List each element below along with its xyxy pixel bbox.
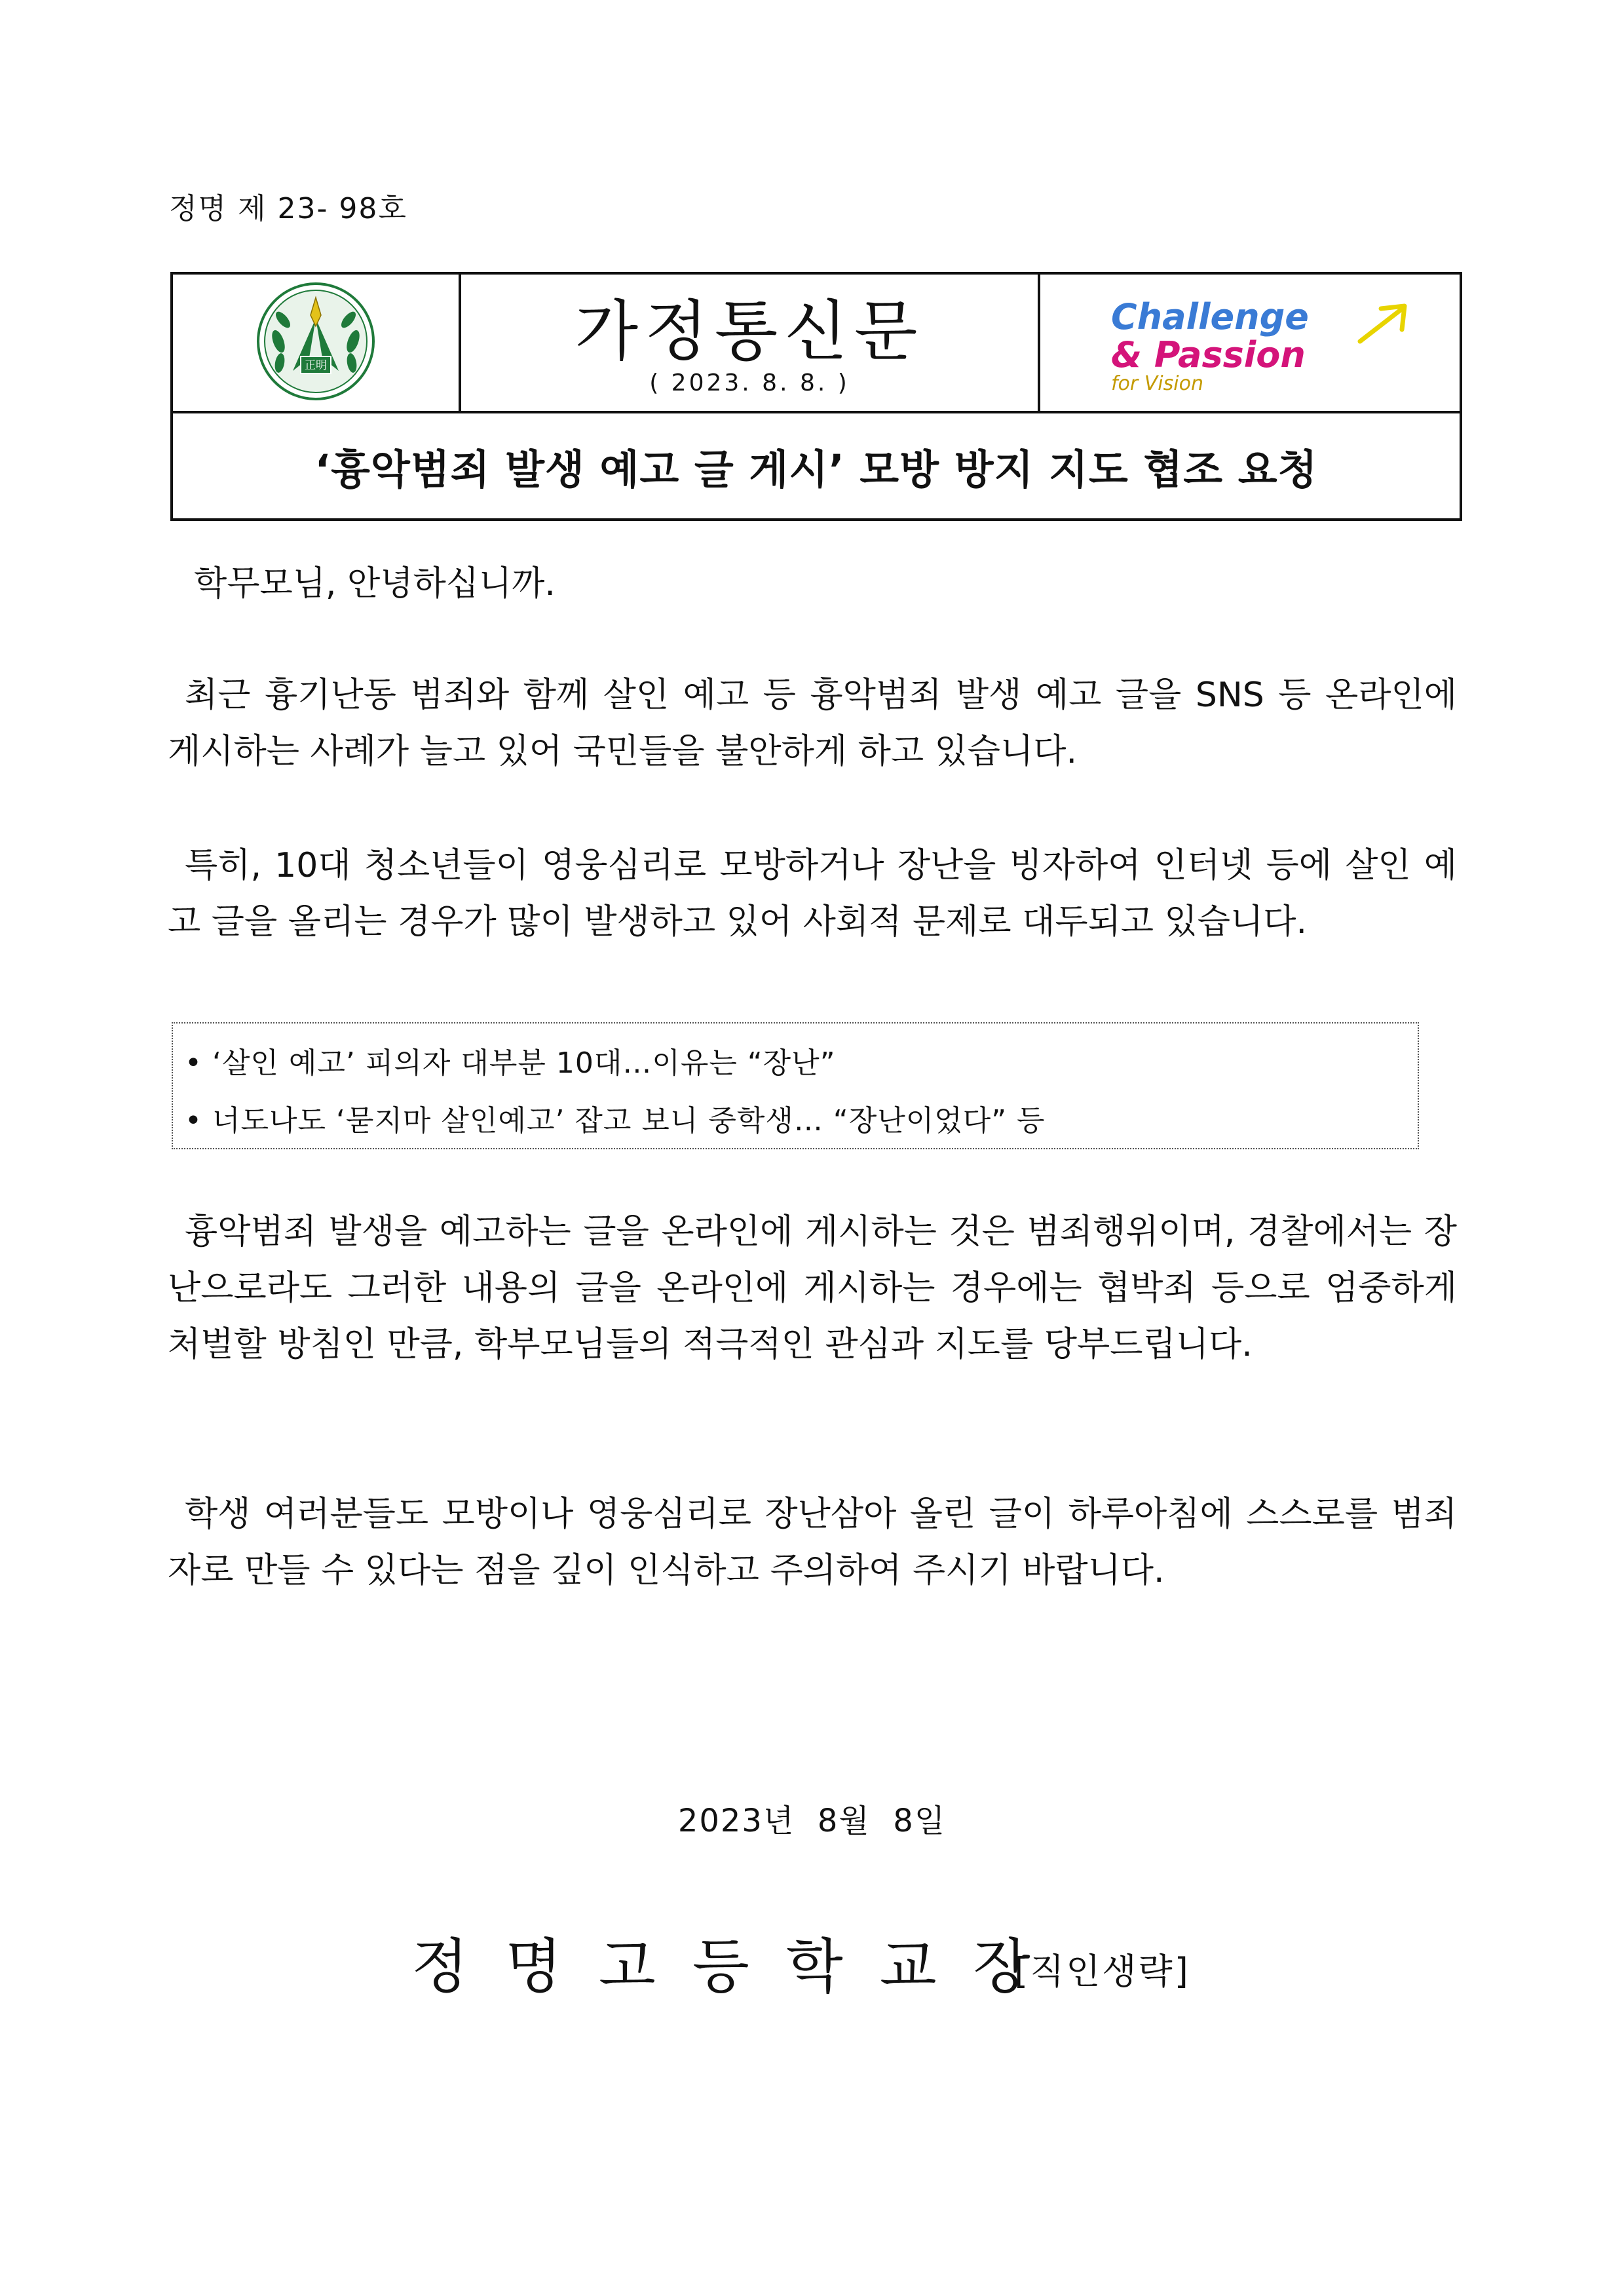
paragraph-2: 특히, 10대 청소년들이 영웅심리로 모방하거나 장난을 빙자하여 인터넷 등에 살인 예고 글을 올리는 경우가 많이 발생하고 있어 사회적 문제로 대두되고 있습니다. xyxy=(168,846,1457,942)
subject-title: ‘흉악범죄 발생 예고 글 게시’ 모방 방지 지도 협조 요청 xyxy=(172,412,1461,520)
slogan-cell xyxy=(1039,273,1461,412)
greeting: 학무모님, 안녕하십니까. xyxy=(194,564,556,603)
title-cell xyxy=(460,273,1039,412)
paragraph-3: 흉악범죄 발생을 예고하는 글을 온라인에 게시하는 것은 범죄행위이며, 경찰에서는 장난으로라도 그러한 내용의 글을 온라인에 게시하는 경우에는 협박죄 등으로 엄중하게 처벌할 방침인 만큼, 학부모님들의 적극적인 관심과 지도를 당부드립니다. xyxy=(168,1212,1457,1364)
slogan-line3: for Vision xyxy=(1111,372,1203,395)
slogan-line1: Challenge xyxy=(1111,296,1309,337)
paragraph-4: 학생 여러분들도 모방이나 영웅심리로 장난삼아 올린 글이 하루아침에 스스로를 범죄자로 만들 수 있다는 점을 깊이 인식하고 주의하여 주시기 바랍니다. xyxy=(168,1495,1457,1590)
document-number: 정명 제 23- 98호 xyxy=(169,192,407,225)
document-title: 가정통신문 xyxy=(575,293,924,370)
document-date: ( 2023. 8. 8. ) xyxy=(649,370,850,396)
news-headlines-box xyxy=(172,1022,1419,1149)
arrow-icon xyxy=(1355,301,1414,347)
issue-date: 2023년 8월 8일 xyxy=(677,1803,947,1839)
emblem-text: 正明 xyxy=(305,359,327,372)
school-emblem-icon xyxy=(254,279,378,404)
slogan-logo xyxy=(1111,298,1309,394)
letter-header xyxy=(170,272,1462,521)
news-headline-1: • ‘살인 예고’ 피의자 대부분 10대…이유는 “장난” xyxy=(185,1046,836,1080)
paragraph-1: 최근 흉기난동 범죄와 함께 살인 예고 등 흉악범죄 발생 예고 글을 SNS 등 온라인에 게시하는 사례가 늘고 있어 국민들을 불안하게 하고 있습니다. xyxy=(168,676,1457,771)
principal-signature: 정명고등학교장 xyxy=(411,1932,1067,2001)
school-emblem-cell xyxy=(172,273,460,412)
stamp-note: [직인생략] xyxy=(1014,1951,1190,1992)
news-headline-2: • 너도나도 ‘묻지마 살인예고’ 잡고 보니 중학생… “장난이었다” 등 xyxy=(185,1104,1046,1138)
slogan-line2: & Passion xyxy=(1111,334,1306,375)
